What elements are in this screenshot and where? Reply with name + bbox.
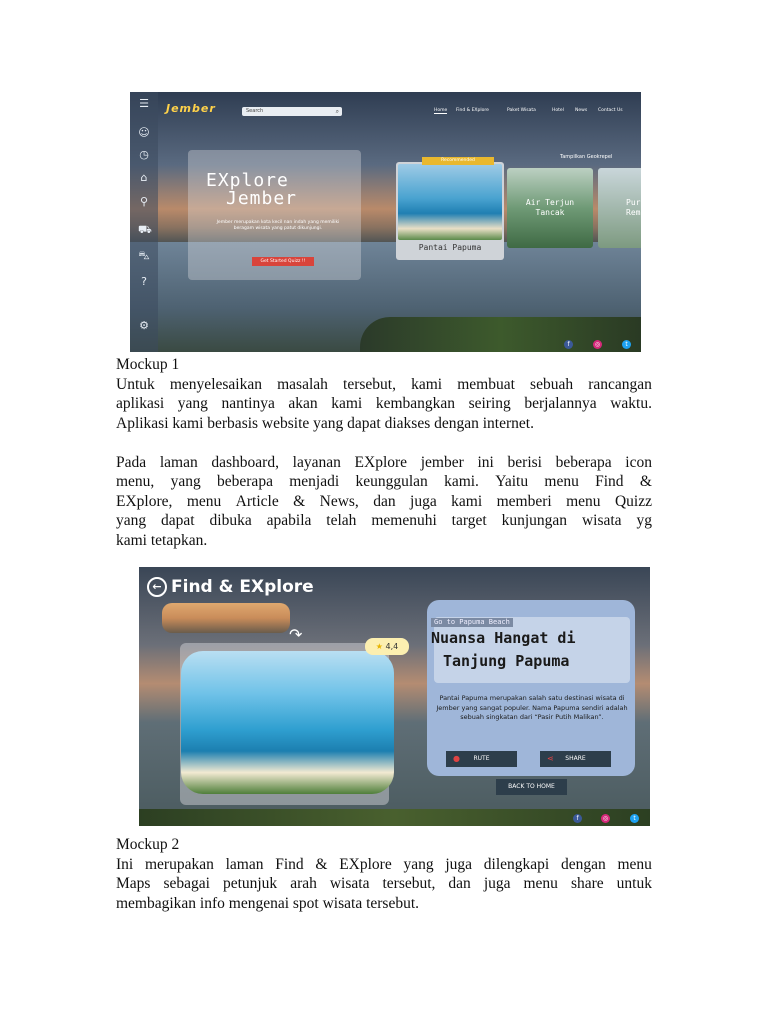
get-started-quiz-button[interactable]: Get Started Quizz !! [252,257,314,266]
card-caption: Pantai Papuma [418,243,482,252]
tampilkan-link[interactable]: Tampilkan Geokrepel [560,154,613,160]
hero-title-line1: EXplore [206,170,289,191]
brand-logo[interactable]: Jember [166,102,216,115]
instagram-icon[interactable]: ◎ [594,341,601,348]
page-title-text: Find & EXplore [171,577,314,597]
search-input[interactable] [242,107,342,116]
nav-contact-us[interactable]: Contact Us [598,108,623,113]
para3-line3: membagikan info mengenai spot wisata tersebut. [116,894,420,912]
card-caption [626,198,645,218]
card2-caption-line2: Tancak [535,208,565,217]
para2-line5: kami tetapkan. [116,531,208,549]
para3-line2: Maps sebagai petunjuk arah wisata tersebut, dan juga menu share untuk [116,875,652,892]
nav-news[interactable]: News [575,108,588,113]
mockup1-caption: Mockup 1 [116,356,180,373]
beach-thumbnail[interactable] [162,603,290,633]
destination-card-partial[interactable] [598,168,646,248]
question-icon[interactable]: ? [141,275,147,288]
para2-line3: EXplore, menu Article & News, dan juga kami memberi menu Quizz [116,492,652,510]
nav-paket-wisata[interactable]: Paket Wisata [507,108,536,113]
rute-label: RUTE [473,755,490,762]
hero-title-line2: Jember [226,188,298,209]
goto-label[interactable]: Go to Papuma Beach [431,618,513,627]
back-to-home-button[interactable]: BACK TO HOME [496,779,567,795]
card3-caption-line2: Remb [626,208,646,217]
car-icon[interactable]: ⛟ [138,223,152,236]
card3-caption-line1: Pur [626,198,641,207]
back-arrow-icon[interactable]: ← [147,577,167,597]
twitter-icon[interactable]: t [622,340,631,349]
menu-icon[interactable]: ☰ [139,97,149,110]
nav-home[interactable]: Home [434,108,448,113]
para3-line1: Ini merupakan laman Find & EXplore yang juga dilengkapi dengan menu [116,855,652,873]
twitter-icon[interactable]: t [630,814,639,823]
papuma-photo [181,651,394,794]
mockup1-image [130,92,646,352]
papuma-photo [398,164,502,240]
star-icon: ★ [375,642,383,651]
home-icon[interactable]: ⌂ [140,171,148,184]
hero-card [188,150,361,280]
page-title [147,577,314,597]
nav-find-explore[interactable]: Find & EXplore [456,108,489,113]
search-icon[interactable]: ⌕ [335,108,339,115]
hero-title [206,172,297,208]
location-icon[interactable]: ⚲ [139,195,149,208]
sidebar [130,92,158,352]
rating-value: 4,4 [385,642,399,651]
card-caption [507,198,593,218]
rating-badge [365,638,409,655]
destination-card-tancak[interactable] [507,168,593,248]
headline-line1: Nuansa Hangat di [431,629,576,647]
facebook-icon[interactable]: f [573,814,582,823]
share-button[interactable] [540,751,611,767]
mockup2-image [139,567,650,826]
share-icon: ⋖ [547,754,554,763]
share-label: SHARE [565,755,586,762]
headline-line2: Tanjung Papuma [443,652,570,670]
para1-line2: aplikasi yang nantinya akan kami kembangkan seiring berjalannya waktu. [116,395,652,412]
facebook-icon[interactable]: f [564,340,573,349]
card2-caption-line1: Air Terjun [525,198,575,207]
para2-line2: menu, yang beberapa menjadi keunggulan kami. Yaitu menu Find & [116,473,652,490]
para1-line1: Untuk menyelesaikan masalah tersebut, kami membuat sebuah rancangan [116,375,652,393]
user-icon[interactable]: ☺ [138,126,150,139]
vehicle-icon[interactable]: ⛍ [138,249,150,262]
para2-line1: Pada laman dashboard, layanan EXplore jember ini berisi beberapa icon [116,453,652,471]
mockup2-caption: Mockup 2 [116,836,180,853]
settings-icon[interactable]: ⚙ [139,319,149,332]
headline [431,627,631,673]
para1-line3: Aplikasi kami berbasis website yang dapat diakses dengan internet. [116,414,534,432]
map-pin-icon: ● [453,754,460,763]
rute-button[interactable] [446,751,517,767]
nav-hotel[interactable]: Hotel [552,108,564,113]
para2-line4: yang dapat dibuka apabila telah memenuhi target kunjungan wisata yg [116,512,652,529]
recommended-badge: Recommended [422,157,494,165]
hero-description: Jember merupakan kota kecil nan indah yang memiliki beragam wisata yang patut dikunjungi. [216,220,340,231]
curved-arrow-icon: ↷ [289,625,303,644]
instagram-icon[interactable]: ◎ [602,815,609,822]
search-placeholder: Search [246,108,264,114]
clock-icon[interactable]: ◷ [139,148,149,161]
destination-card-papuma[interactable] [396,162,504,260]
description: Pantai Papuma merupakan salah satu destinasi wisata di Jember yang sangat populer. Nama Papuma sendiri adalah sebuah singkatan dari “Pasir Putih Malikan”. [436,694,628,721]
